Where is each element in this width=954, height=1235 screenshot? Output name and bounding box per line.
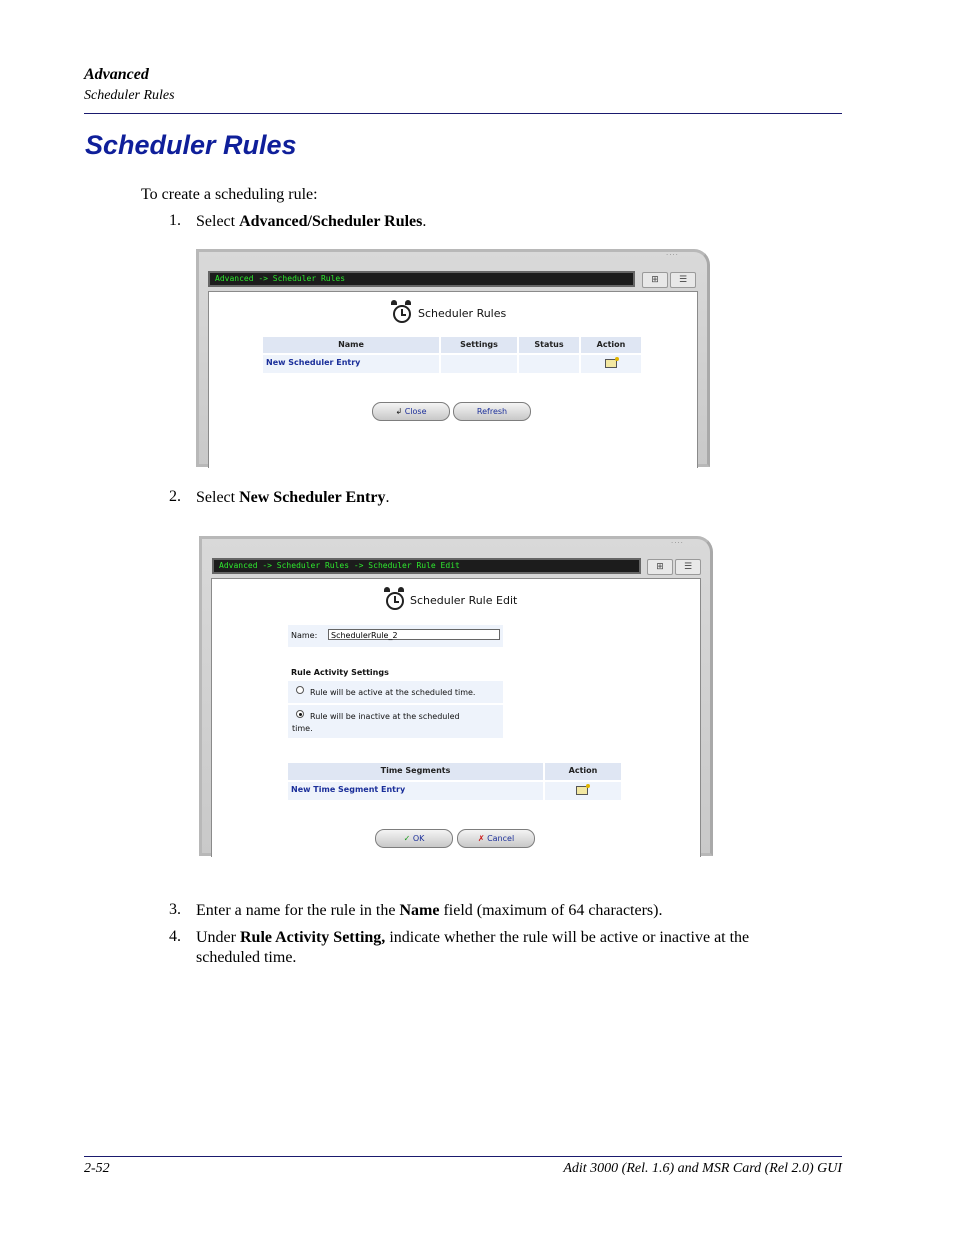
- radio-inactive[interactable]: [296, 710, 304, 718]
- window-grip-icon: ····: [666, 251, 679, 259]
- rule-activity-heading: Rule Activity Settings: [291, 668, 389, 677]
- step-4-text: Under Rule Activity Setting, indicate whether the rule will be active or inactive at the scheduled time.: [196, 929, 750, 966]
- close-button[interactable]: ↲ Close: [372, 402, 450, 421]
- name-label: Name:: [291, 631, 318, 640]
- column-header-action: Action: [545, 763, 621, 780]
- header-section: Advanced: [84, 66, 149, 83]
- step-2-number: 2.: [169, 488, 181, 505]
- content-pane: [211, 578, 701, 857]
- new-scheduler-entry-link[interactable]: New Scheduler Entry: [263, 355, 439, 373]
- option-inactive-row: [288, 705, 503, 738]
- check-icon: ✓: [403, 834, 411, 843]
- step-3-number: 3.: [169, 901, 181, 918]
- page-heading: Scheduler Rules: [85, 130, 297, 160]
- list-view-icon[interactable]: ☰: [675, 559, 701, 575]
- new-entry-icon[interactable]: [605, 359, 617, 368]
- breadcrumb[interactable]: Advanced -> Scheduler Rules: [208, 271, 635, 287]
- column-header-settings: Settings: [441, 337, 517, 353]
- ok-button[interactable]: ✓ OK: [375, 829, 453, 848]
- radio-active[interactable]: [296, 686, 304, 694]
- name-input[interactable]: SchedulerRule_2: [328, 629, 500, 640]
- column-header-time-segments: Time Segments: [288, 763, 543, 780]
- column-header-name: Name: [263, 337, 439, 353]
- alarm-clock-icon: [393, 305, 411, 323]
- header-divider: [84, 113, 842, 114]
- window-grip-icon: ····: [671, 539, 684, 547]
- content-pane: [208, 291, 698, 468]
- screenshot-scheduler-rules: [196, 249, 710, 467]
- option-inactive-label: Rule will be inactive at the scheduled: [310, 712, 460, 721]
- column-header-status: Status: [519, 337, 579, 353]
- settings-cell: [441, 355, 517, 373]
- status-cell: [519, 355, 579, 373]
- breadcrumb[interactable]: Advanced -> Scheduler Rules -> Scheduler Rule Edit: [212, 558, 641, 574]
- refresh-button[interactable]: Refresh: [453, 402, 531, 421]
- list-view-icon[interactable]: ☰: [670, 272, 696, 288]
- step-4-number: 4.: [169, 928, 181, 945]
- step-3-text: Enter a name for the rule in the Name field (maximum of 64 characters).: [196, 902, 663, 919]
- screenshot-scheduler-rule-edit: [199, 536, 713, 856]
- network-map-icon[interactable]: ⊞: [642, 272, 668, 288]
- window-title: Scheduler Rule Edit: [410, 594, 518, 607]
- enter-arrow-icon: ↲: [395, 407, 403, 416]
- option-active-label: Rule will be active at the scheduled time.: [310, 688, 476, 697]
- intro-text: To create a scheduling rule:: [141, 186, 318, 203]
- footer-divider: [84, 1156, 842, 1157]
- option-inactive-label-cont: time.: [292, 724, 313, 733]
- new-segment-icon[interactable]: [576, 786, 588, 795]
- step-1-number: 1.: [169, 212, 181, 229]
- alarm-clock-icon: [386, 592, 404, 610]
- new-time-segment-link[interactable]: New Time Segment Entry: [288, 782, 543, 800]
- document-title: Adit 3000 (Rel. 1.6) and MSR Card (Rel 2.0) GUI: [563, 1161, 842, 1176]
- network-map-icon[interactable]: ⊞: [647, 559, 673, 575]
- column-header-action: Action: [581, 337, 641, 353]
- step-1-text: Select Advanced/Scheduler Rules.: [196, 213, 427, 230]
- window-title: Scheduler Rules: [418, 307, 507, 320]
- header-subsection: Scheduler Rules: [84, 88, 175, 103]
- step-2-text: Select New Scheduler Entry.: [196, 489, 390, 506]
- x-icon: ✗: [477, 834, 485, 843]
- page-number: 2-52: [84, 1161, 110, 1176]
- cancel-button[interactable]: ✗ Cancel: [457, 829, 535, 848]
